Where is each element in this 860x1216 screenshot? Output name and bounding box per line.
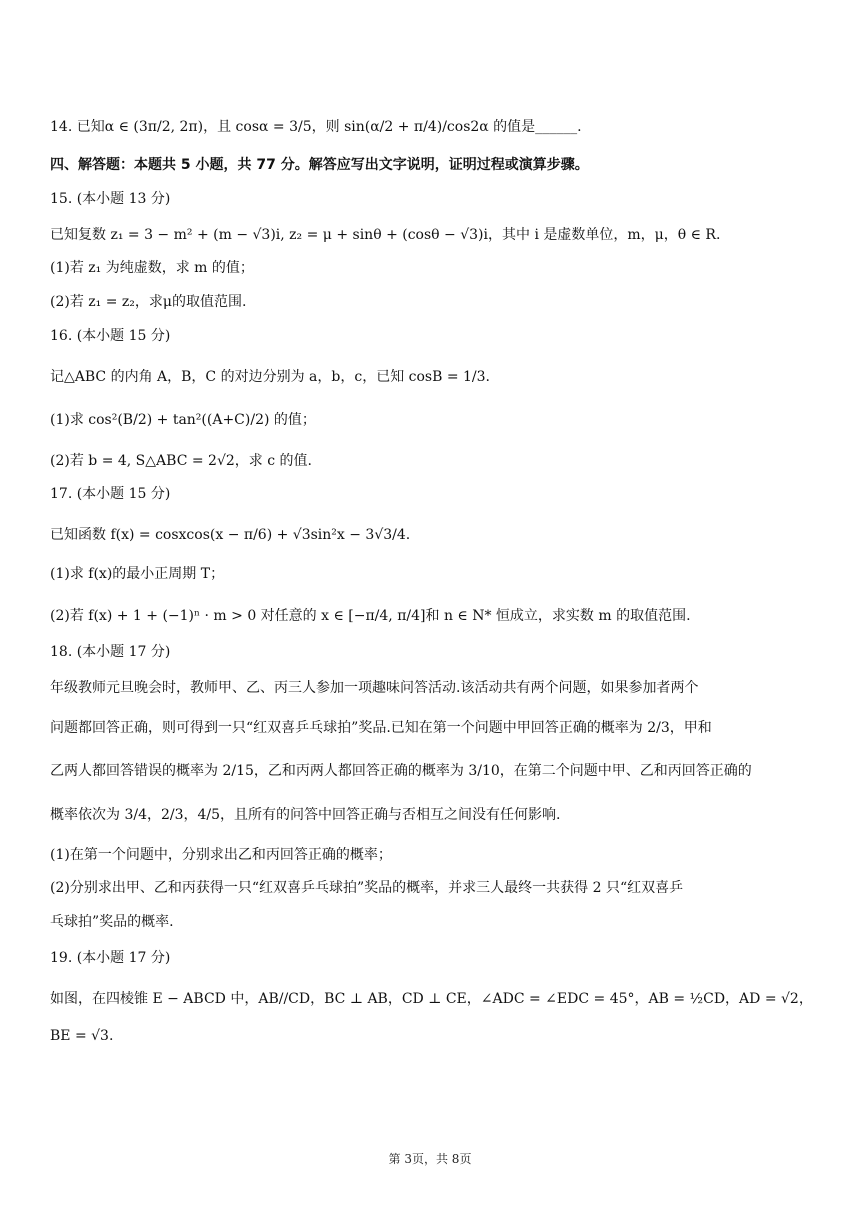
question-18-header: 18. (本小题 17 分)	[50, 644, 171, 660]
question-19-stem-line1: 如图，在四棱锥 E − ABCD 中，AB//CD，BC ⊥ AB，CD ⊥ CE，∠ADC = ∠EDC = 45°，AB = ½CD，AD = √2，	[50, 991, 813, 1007]
question-17-header: 17. (本小题 15 分)	[50, 486, 171, 502]
question-18-stem-line4: 概率依次为 3/4，2/3，4/5，且所有的问答中回答正确与否相互之间没有任何影响.	[50, 807, 561, 823]
question-15-part1: (1)若 z₁ 为纯虚数，求 m 的值；	[50, 260, 254, 276]
question-17-stem: 已知函数 f(x) = cosxcos(x − π/6) + √3sin²x − 3√3/4.	[50, 527, 411, 543]
section-heading: 四、解答题：本题共 5 小题，共 77 分。解答应写出文字说明，证明过程或演算步骤。	[50, 157, 589, 173]
question-17-part1: (1)求 f(x)的最小正周期 T；	[50, 566, 225, 582]
question-18-part1: (1)在第一个问题中，分别求出乙和丙回答正确的概率；	[50, 847, 392, 863]
question-16-header: 16. (本小题 15 分)	[50, 328, 171, 344]
question-17-part2: (2)若 f(x) + 1 + (−1)ⁿ · m > 0 对任意的 x ∈ [−π/4, π/4]和 n ∈ N* 恒成立，求实数 m 的取值范围.	[50, 608, 691, 624]
question-18-stem-line1: 年级教师元旦晚会时，教师甲、乙、丙三人参加一项趣味问答活动.该活动共有两个问题，如果参加者两个	[50, 680, 699, 696]
question-19-header: 19. (本小题 17 分)	[50, 950, 171, 966]
question-15-stem: 已知复数 z₁ = 3 − m² + (m − √3)i, z₂ = μ + sinθ + (cosθ − √3)i，其中 i 是虚数单位，m，μ，θ ∈ R.	[50, 227, 721, 243]
question-14: 14. 已知α ∈ (3π/2, 2π)，且 cosα = 3/5，则 sin(α/2 + π/4)/cos2α 的值是______.	[50, 119, 582, 135]
question-19-stem-line2: BE = √3.	[50, 1028, 114, 1044]
question-16-part2: (2)若 b = 4, S△ABC = 2√2，求 c 的值.	[50, 453, 312, 469]
question-18-stem-line3: 乙两人都回答错误的概率为 2/15，乙和丙两人都回答正确的概率为 3/10，在第二个问题中甲、乙和丙回答正确的	[50, 763, 752, 779]
question-18-part2-line1: (2)分别求出甲、乙和丙获得一只“红双喜乒乓球拍”奖品的概率，并求三人最终一共获得 2 只“红双喜乒	[50, 880, 684, 896]
question-15-part2: (2)若 z₁ = z₂，求μ的取值范围.	[50, 294, 247, 310]
question-18-part2-line2: 乓球拍”奖品的概率.	[50, 914, 174, 930]
question-18-stem-line2: 问题都回答正确，则可得到一只“红双喜乒乓球拍”奖品.已知在第一个问题中甲回答正确的概率为 2/3，甲和	[50, 720, 712, 736]
question-16-stem: 记△ABC 的内角 A，B，C 的对边分别为 a，b，c，已知 cosB = 1/3.	[50, 369, 491, 385]
question-16-part1: (1)求 cos²(B/2) + tan²((A+C)/2) 的值；	[50, 412, 316, 428]
question-15-header: 15. (本小题 13 分)	[50, 191, 171, 207]
page-footer: 第 3页，共 8页	[388, 1152, 472, 1166]
